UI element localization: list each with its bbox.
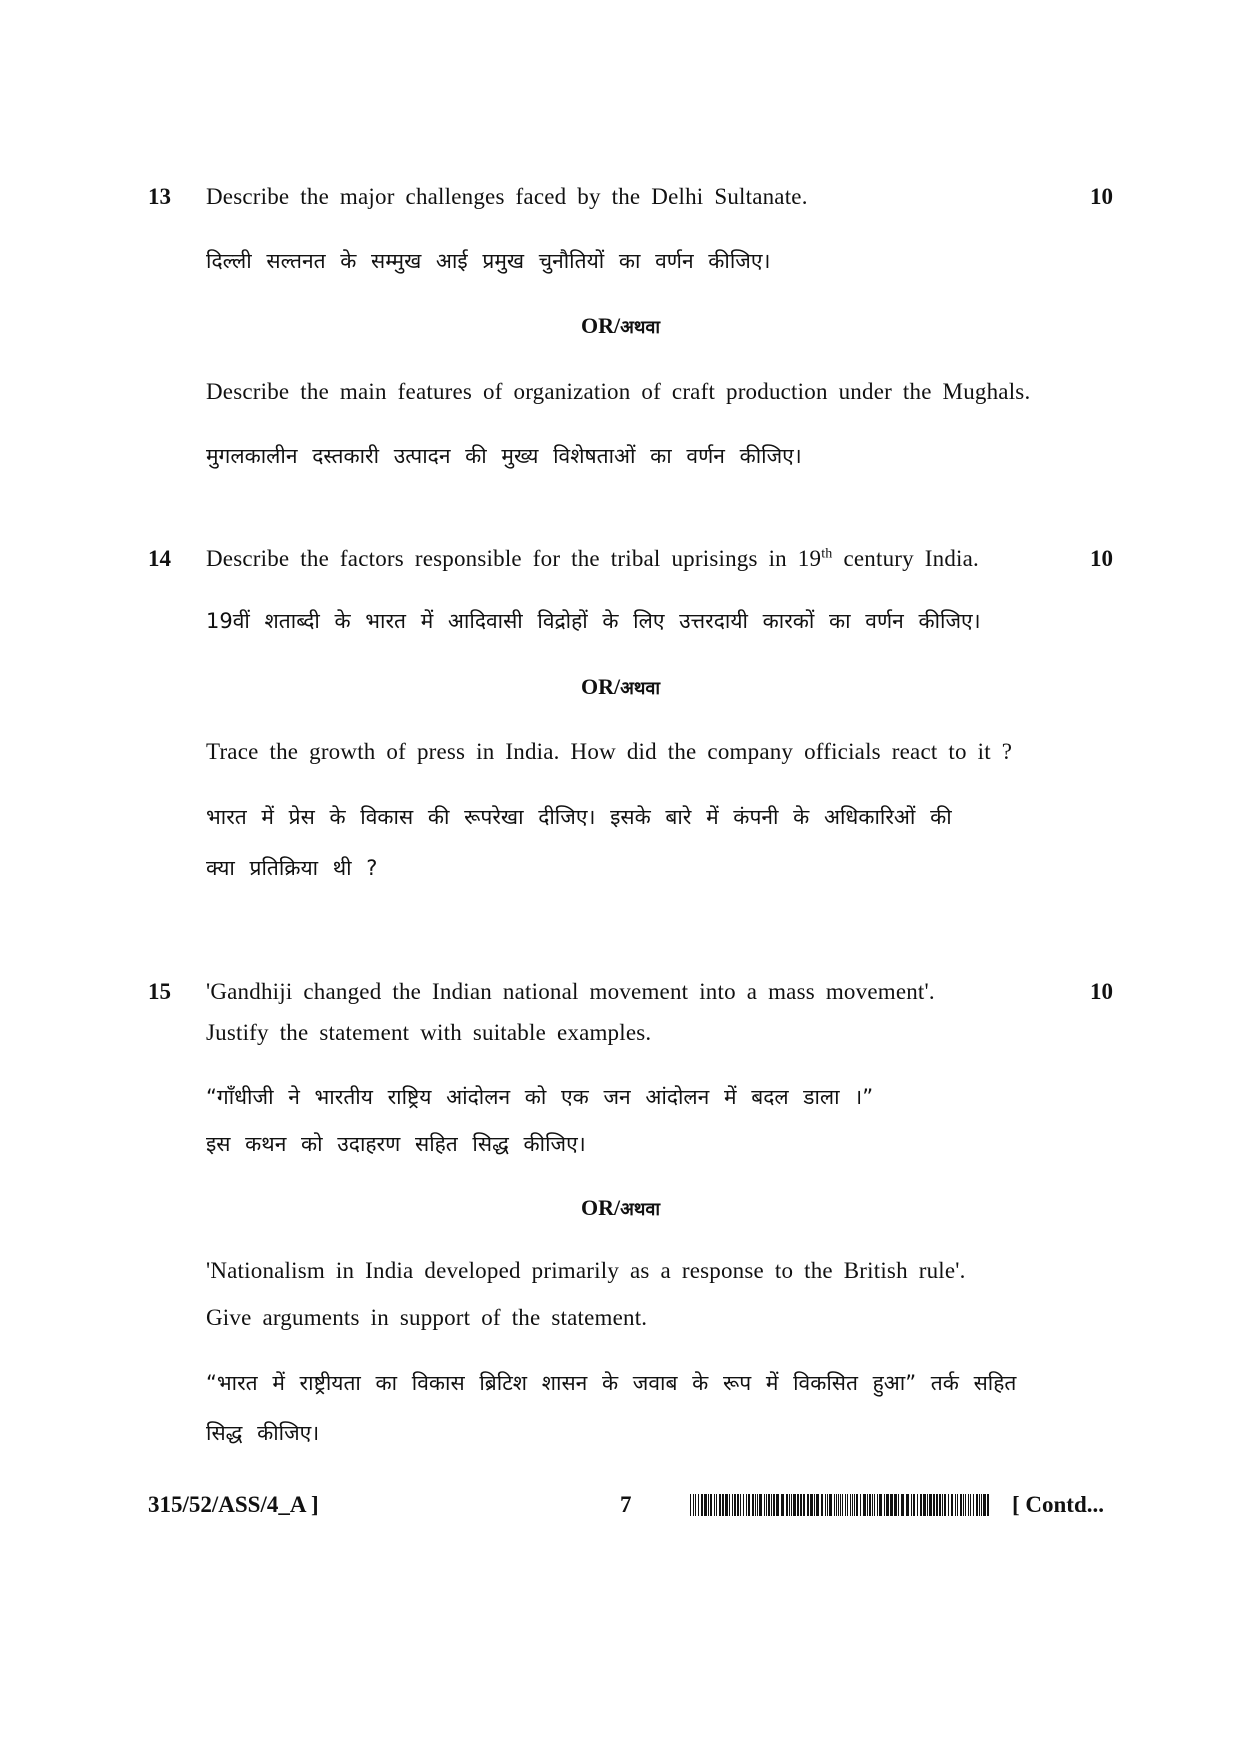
barcode-bar: [856, 1494, 858, 1516]
barcode-bar: [901, 1494, 904, 1516]
barcode-bar: [810, 1494, 813, 1516]
question-15-hindi-line2: इस कथन को उदाहरण सहित सिद्ध कीजिए।: [206, 1132, 586, 1156]
barcode-bar: [911, 1494, 912, 1516]
question-13-alt-hindi: मुगलकालीन दस्तकारी उत्पादन की मुख्य विशेषताओं का वर्णन कीजिए।: [206, 444, 802, 468]
barcode-bar: [701, 1494, 703, 1516]
barcode-bar: [698, 1494, 699, 1516]
barcode-bar: [807, 1494, 809, 1516]
barcode-bar: [886, 1494, 889, 1516]
barcode-bar: [695, 1494, 696, 1516]
barcode-bar: [746, 1494, 747, 1516]
question-14-english-part2: century India.: [832, 546, 979, 571]
question-14-number: 14: [148, 546, 171, 571]
question-14-alt-english: Trace the growth of press in India. How did the company officials react to it ?: [206, 739, 1013, 764]
barcode-bar: [879, 1494, 882, 1516]
question-14-english-part1: Describe the factors responsible for the tribal uprisings in 19: [206, 546, 822, 571]
barcode-bar: [960, 1494, 962, 1516]
barcode-bar: [894, 1494, 897, 1516]
barcode-bar: [963, 1494, 964, 1516]
question-13-or-divider: [0, 313, 1241, 339]
barcode-bar: [923, 1494, 926, 1516]
question-15-or-divider: [0, 1195, 1241, 1221]
barcode-bar: [768, 1494, 770, 1516]
question-15-alt-english-line1: 'Nationalism in India developed primarily as a response to the British rule'.: [206, 1258, 966, 1283]
question-15-english-line2: Justify the statement with suitable examples.: [206, 1020, 652, 1045]
barcode-bar: [710, 1494, 712, 1516]
barcode-bar: [867, 1494, 868, 1516]
barcode-bar: [734, 1494, 736, 1516]
barcode-bar: [693, 1494, 694, 1516]
barcode-bar: [840, 1494, 841, 1516]
barcode-bar: [874, 1494, 875, 1516]
barcode-bar: [791, 1494, 792, 1516]
barcode-bar: [829, 1494, 832, 1516]
barcode-bar: [877, 1494, 878, 1516]
barcode-bar: [852, 1494, 853, 1516]
barcode-bar: [757, 1494, 758, 1516]
barcode-bar: [929, 1494, 932, 1516]
barcode-bar: [793, 1494, 796, 1516]
question-15-hindi-line1: “गाँधीजी ने भारतीय राष्ट्रिय आंदोलन को एक जन आंदोलन में बदल डाला ।”: [206, 1085, 874, 1109]
barcode-bar: [729, 1494, 730, 1516]
barcode-bar: [781, 1494, 784, 1516]
question-14-alt-hindi-line1: भारत में प्रेस के विकास की रूपरेखा दीजिए। इसके बारे में कंपनी के अधिकारिओं की: [206, 805, 952, 829]
barcode-bar: [872, 1494, 873, 1516]
barcode-bar: [821, 1494, 823, 1516]
or-label: OR/: [580, 674, 621, 699]
barcode-bar: [752, 1494, 754, 1516]
barcode-bar: [764, 1494, 765, 1516]
barcode-bar: [776, 1494, 779, 1516]
barcode-bar: [797, 1494, 799, 1516]
question-14-english: [206, 546, 979, 572]
barcode-bar: [722, 1494, 724, 1516]
question-15-alt-hindi-line2: सिद्ध कीजिए।: [206, 1421, 320, 1445]
barcode-bar: [965, 1494, 966, 1516]
barcode-bar: [725, 1494, 728, 1516]
barcode-bar: [920, 1494, 922, 1516]
barcode-bar: [773, 1494, 775, 1516]
barcode-bar: [917, 1494, 918, 1516]
footer-paper-code: 315/52/ASS/4_A ]: [148, 1492, 319, 1517]
barcode-bar: [913, 1494, 915, 1516]
barcode-bar: [970, 1494, 971, 1516]
barcode-bar: [737, 1494, 739, 1516]
barcode-bar: [951, 1494, 953, 1516]
question-15-alt-english-line2: Give arguments in support of the statement.: [206, 1305, 648, 1330]
barcode-bar: [906, 1494, 909, 1516]
barcode-bar: [740, 1494, 741, 1516]
barcode-bar: [834, 1494, 835, 1516]
question-14-superscript: th: [821, 546, 833, 562]
barcode-bar: [968, 1494, 969, 1516]
barcode-bar: [838, 1494, 839, 1516]
barcode-bar: [755, 1494, 756, 1516]
barcode-bar: [816, 1494, 819, 1516]
barcode-bar: [748, 1494, 750, 1516]
barcode-bar: [759, 1494, 762, 1516]
question-15-marks: 10: [1090, 979, 1113, 1004]
barcode-bar: [936, 1494, 938, 1516]
barcode-bar: [786, 1494, 788, 1516]
question-15-english-line1: 'Gandhiji changed the Indian national movement into a mass movement'.: [206, 979, 935, 1004]
barcode-bar: [976, 1494, 978, 1516]
barcode-bar: [803, 1494, 805, 1516]
barcode-bar: [719, 1494, 721, 1516]
barcode-bar: [957, 1494, 958, 1516]
barcode-bar: [979, 1494, 980, 1516]
barcode-bar: [939, 1494, 941, 1516]
barcode-bar: [987, 1494, 989, 1516]
barcode-bar: [955, 1494, 956, 1516]
barcode-bar: [690, 1494, 691, 1516]
barcode-bar: [732, 1494, 733, 1516]
barcode-bar: [983, 1494, 986, 1516]
barcode-bar: [827, 1494, 828, 1516]
question-14-marks: 10: [1090, 546, 1113, 571]
question-13-number: 13: [148, 184, 171, 209]
barcode-bar: [800, 1494, 802, 1516]
barcode-bar: [944, 1494, 946, 1516]
or-label: OR/: [580, 1195, 621, 1220]
barcode-bar: [890, 1494, 893, 1516]
barcode-bar: [704, 1494, 707, 1516]
barcode-bar: [863, 1494, 866, 1516]
or-label-hindi: अथवा: [620, 1199, 661, 1220]
question-13-marks: 10: [1090, 184, 1113, 209]
barcode-bar: [981, 1494, 982, 1516]
question-13-alt-english: Describe the main features of organization of craft production under the Mughals.: [206, 379, 1031, 404]
footer-contd: [ Contd...: [1012, 1492, 1105, 1517]
or-label-hindi: अथवा: [620, 678, 661, 699]
barcode-bar: [814, 1494, 815, 1516]
question-14-alt-hindi-line2: क्या प्रतिक्रिया थी ?: [206, 856, 378, 880]
question-14-or-divider: [0, 674, 1241, 700]
barcode-bar: [860, 1494, 861, 1516]
question-13-english: Describe the major challenges faced by the Delhi Sultanate.: [206, 184, 808, 209]
barcode-bar: [708, 1494, 709, 1516]
barcode-bar: [927, 1494, 928, 1516]
barcode-icon: [690, 1494, 990, 1516]
barcode-bar: [898, 1494, 899, 1516]
footer-page-number: 7: [620, 1492, 632, 1517]
or-label-hindi: अथवा: [620, 317, 661, 338]
barcode-bar: [743, 1494, 744, 1516]
barcode-bar: [716, 1494, 717, 1516]
question-14-hindi: 19वीं शताब्दी के भारत में आदिवासी विद्रोहों के लिए उत्तरदायी कारकों का वर्णन कीजिए।: [206, 609, 981, 633]
question-15-number: 15: [148, 979, 171, 1004]
barcode-bar: [850, 1494, 851, 1516]
barcode-bar: [973, 1494, 974, 1516]
barcode-bar: [884, 1494, 885, 1516]
barcode-bar: [789, 1494, 790, 1516]
barcode-bar: [836, 1494, 837, 1516]
barcode-bar: [847, 1494, 848, 1516]
barcode-bar: [771, 1494, 772, 1516]
barcode-bar: [854, 1494, 855, 1516]
or-label: OR/: [580, 313, 621, 338]
barcode-bar: [942, 1494, 943, 1516]
barcode-bar: [714, 1494, 715, 1516]
barcode-bar: [845, 1494, 846, 1516]
barcode-bar: [766, 1494, 767, 1516]
barcode-bar: [948, 1494, 949, 1516]
question-15-alt-hindi-line1: “भारत में राष्ट्रीयता का विकास ब्रिटिश शासन के जवाब के रूप में विकसित हुआ” तर्क सहित: [206, 1371, 1017, 1395]
barcode-bar: [869, 1494, 871, 1516]
barcode-bar: [933, 1494, 935, 1516]
barcode-bar: [842, 1494, 843, 1516]
barcode-bar: [825, 1494, 826, 1516]
question-13-hindi: दिल्ली सल्तनत के सम्मुख आई प्रमुख चुनौतियों का वर्णन कीजिए।: [206, 249, 771, 273]
